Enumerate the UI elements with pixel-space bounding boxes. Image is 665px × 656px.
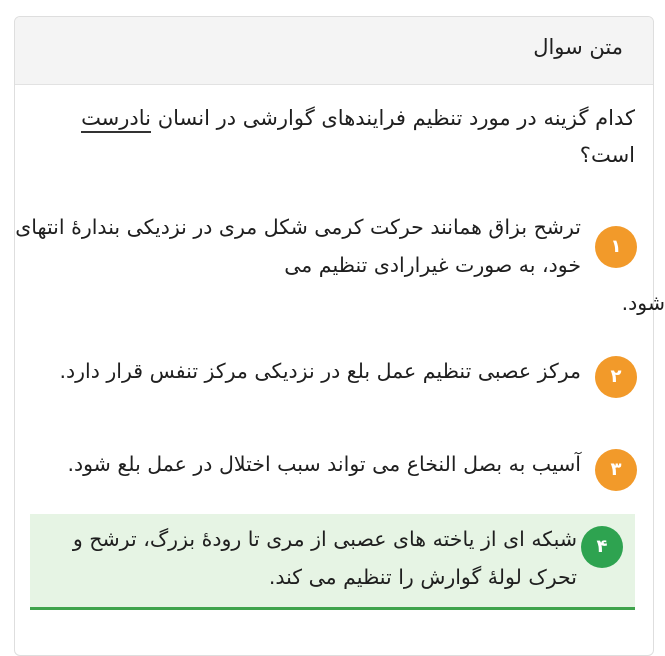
- option-text-tail: شود.: [621, 291, 665, 315]
- question-text: [30, 100, 635, 174]
- answer-option-1[interactable]: [0, 208, 665, 338]
- answer-option-2[interactable]: [0, 352, 665, 432]
- question-keyword-incorrect: نادرست: [81, 106, 151, 133]
- option-number-badge: ۴: [581, 526, 623, 568]
- option-number-badge: ۱: [595, 226, 637, 268]
- option-number-badge: ۲: [595, 356, 637, 398]
- question-text-before: کدام گزینه در مورد تنظیم فرایندهای گوارشی در انسان: [151, 106, 635, 130]
- option-text: شبکه ای از یاخته های عصبی از مری تا رودهٔ بزرگ، ترشح و تحرک لولهٔ گوارش را تنظیم می کند.: [72, 527, 577, 589]
- answer-option-3[interactable]: [0, 445, 665, 525]
- question-text-after: است؟: [579, 143, 635, 167]
- option-number-badge: ۳: [595, 449, 637, 491]
- question-header-title: متن سوال: [533, 35, 623, 59]
- option-text: مرکز عصبی تنظیم عمل بلع در نزدیکی مرکز تنفس قرار دارد.: [59, 359, 581, 383]
- option-text-main: ترشح بزاق همانند حرکت کرمی شکل مری در نزدیکی بندارهٔ انتهای خود، به صورت غیرارادی تنظیم می: [15, 215, 581, 277]
- question-header: [15, 17, 653, 85]
- option-text: آسیب به بصل النخاع می تواند سبب اختلال در عمل بلع شود.: [67, 452, 581, 476]
- option-text: [14, 208, 665, 322]
- answer-option-4-correct[interactable]: [30, 514, 635, 610]
